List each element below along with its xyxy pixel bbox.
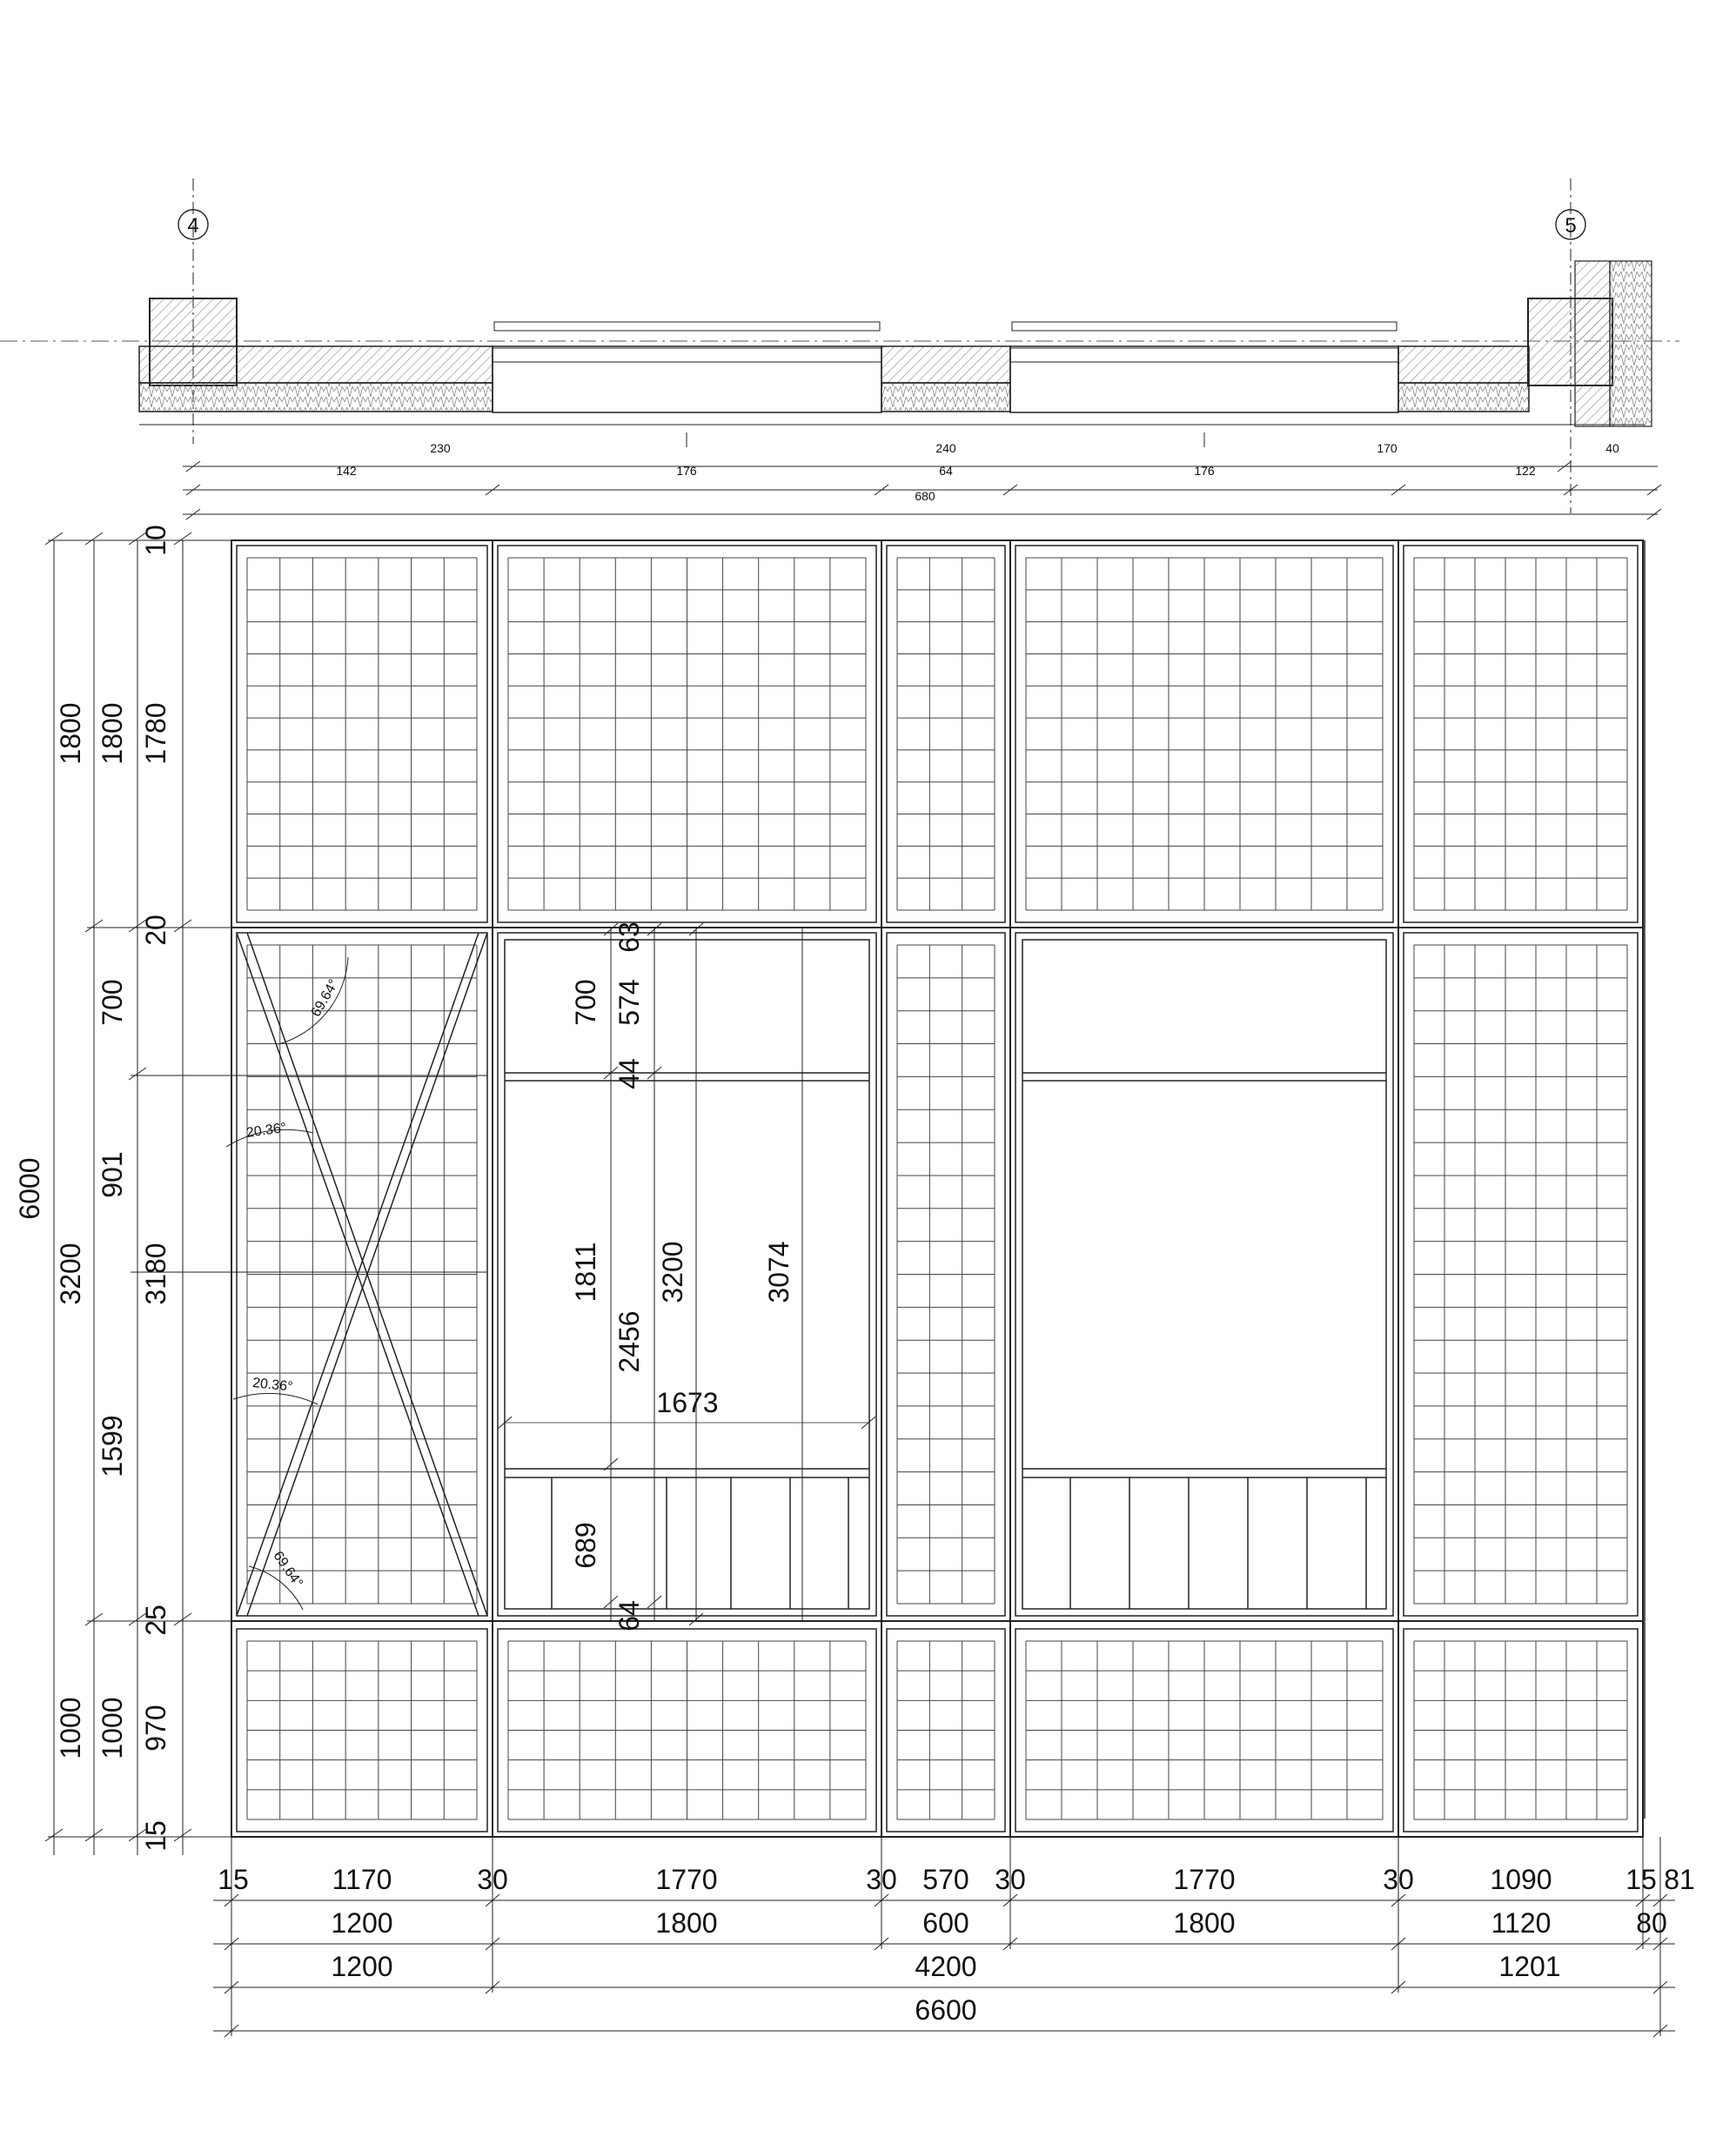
open-dim-574: 574 [613, 979, 645, 1026]
open-dim-1811: 1811 [570, 1242, 601, 1303]
svg-text:4: 4 [187, 214, 199, 238]
svg-text:30: 30 [477, 1864, 508, 1895]
svg-text:1800: 1800 [655, 1907, 718, 1939]
open-dim-3074: 3074 [763, 1241, 794, 1303]
angle-label-3: 20.36° [251, 1375, 294, 1395]
open-dim-2456: 2456 [613, 1310, 645, 1373]
plan-dim-142: 142 [336, 464, 357, 478]
wall-segment-3 [1398, 346, 1529, 412]
angle-label-4: 69.64° [270, 1548, 305, 1591]
angle-label-2: 20.36° [245, 1120, 288, 1141]
open-dim-64: 64 [613, 1600, 645, 1631]
svg-text:600: 600 [922, 1907, 969, 1939]
svg-text:81: 81 [1664, 1864, 1695, 1895]
svg-text:1770: 1770 [655, 1864, 718, 1895]
left-dim-3200: 3200 [55, 1243, 86, 1305]
left-dim-1000-inner: 1000 [97, 1697, 128, 1759]
window-elevation-2 [1015, 933, 1393, 1616]
plan-dim-680: 680 [915, 489, 935, 503]
open-dim-689: 689 [570, 1522, 601, 1569]
left-dim-10: 10 [140, 525, 171, 556]
open-dim-1673: 1673 [656, 1387, 719, 1418]
axis-bubble-5 [1556, 210, 1585, 239]
svg-text:1770: 1770 [1173, 1864, 1236, 1895]
wall-segment-1 [139, 346, 493, 412]
plan-section [0, 178, 1679, 519]
glass-tile-grids [237, 546, 1638, 1832]
svg-text:5: 5 [1565, 214, 1577, 238]
svg-text:1200: 1200 [331, 1951, 393, 1982]
left-dim-3180: 3180 [140, 1243, 171, 1305]
svg-text:1120: 1120 [1491, 1907, 1552, 1939]
left-dim-6000: 6000 [14, 1157, 45, 1220]
svg-text:15: 15 [1625, 1864, 1657, 1895]
open-dim-3200: 3200 [657, 1241, 688, 1303]
svg-text:1201: 1201 [1498, 1951, 1561, 1982]
open-dim-63: 63 [613, 921, 645, 953]
plan-dim-40: 40 [1605, 441, 1619, 455]
elevation-frame [231, 540, 1645, 1837]
left-dim-1800-outer: 1800 [55, 702, 86, 765]
plan-dimension-lines [183, 432, 1661, 519]
bottom-dim-row-3 [331, 1951, 1560, 1982]
svg-text:15: 15 [218, 1864, 249, 1895]
plan-dim-170: 170 [1377, 441, 1398, 455]
svg-text:30: 30 [995, 1864, 1026, 1895]
left-dim-20: 20 [140, 915, 171, 946]
left-dim-901: 901 [97, 1151, 128, 1198]
left-dim-1800-inner: 1800 [97, 702, 128, 765]
svg-text:1170: 1170 [332, 1864, 392, 1895]
window-opening-1 [493, 322, 881, 412]
left-dim-15: 15 [140, 1820, 171, 1852]
wall-right [1575, 261, 1610, 426]
left-dim-700: 700 [97, 979, 128, 1026]
bottom-dim-row-4 [915, 1994, 976, 2026]
left-dim-970: 970 [140, 1705, 171, 1752]
wall-segment-2 [881, 346, 1010, 412]
axis-bubble-4 [178, 210, 208, 239]
plan-dim-240: 240 [935, 441, 956, 455]
svg-text:1090: 1090 [1490, 1864, 1552, 1895]
svg-text:6600: 6600 [915, 1994, 977, 2026]
svg-text:1200: 1200 [331, 1907, 393, 1939]
left-dim-1780: 1780 [140, 702, 171, 765]
bottom-dim-row-1 [218, 1864, 1695, 1895]
plan-dim-176b: 176 [1194, 464, 1215, 478]
angle-label-1: 69.64° [308, 976, 342, 1020]
svg-text:30: 30 [866, 1864, 897, 1895]
open-dim-44: 44 [613, 1058, 645, 1089]
window-opening-2 [1010, 322, 1398, 412]
left-dim-1000-outer: 1000 [55, 1697, 86, 1759]
svg-text:4200: 4200 [915, 1951, 977, 1982]
plan-dim-176a: 176 [676, 464, 697, 478]
plan-dim-122: 122 [1515, 464, 1536, 478]
svg-text:1800: 1800 [1173, 1907, 1236, 1939]
plan-dim-230: 230 [430, 441, 451, 455]
left-dim-25: 25 [140, 1605, 171, 1636]
left-dim-1599: 1599 [97, 1415, 128, 1477]
svg-text:80: 80 [1636, 1907, 1667, 1939]
svg-text:570: 570 [922, 1864, 969, 1895]
open-dim-700: 700 [570, 979, 601, 1026]
bottom-dim-row-2 [331, 1907, 1666, 1939]
plan-dim-64: 64 [939, 464, 953, 478]
svg-text:30: 30 [1383, 1864, 1414, 1895]
